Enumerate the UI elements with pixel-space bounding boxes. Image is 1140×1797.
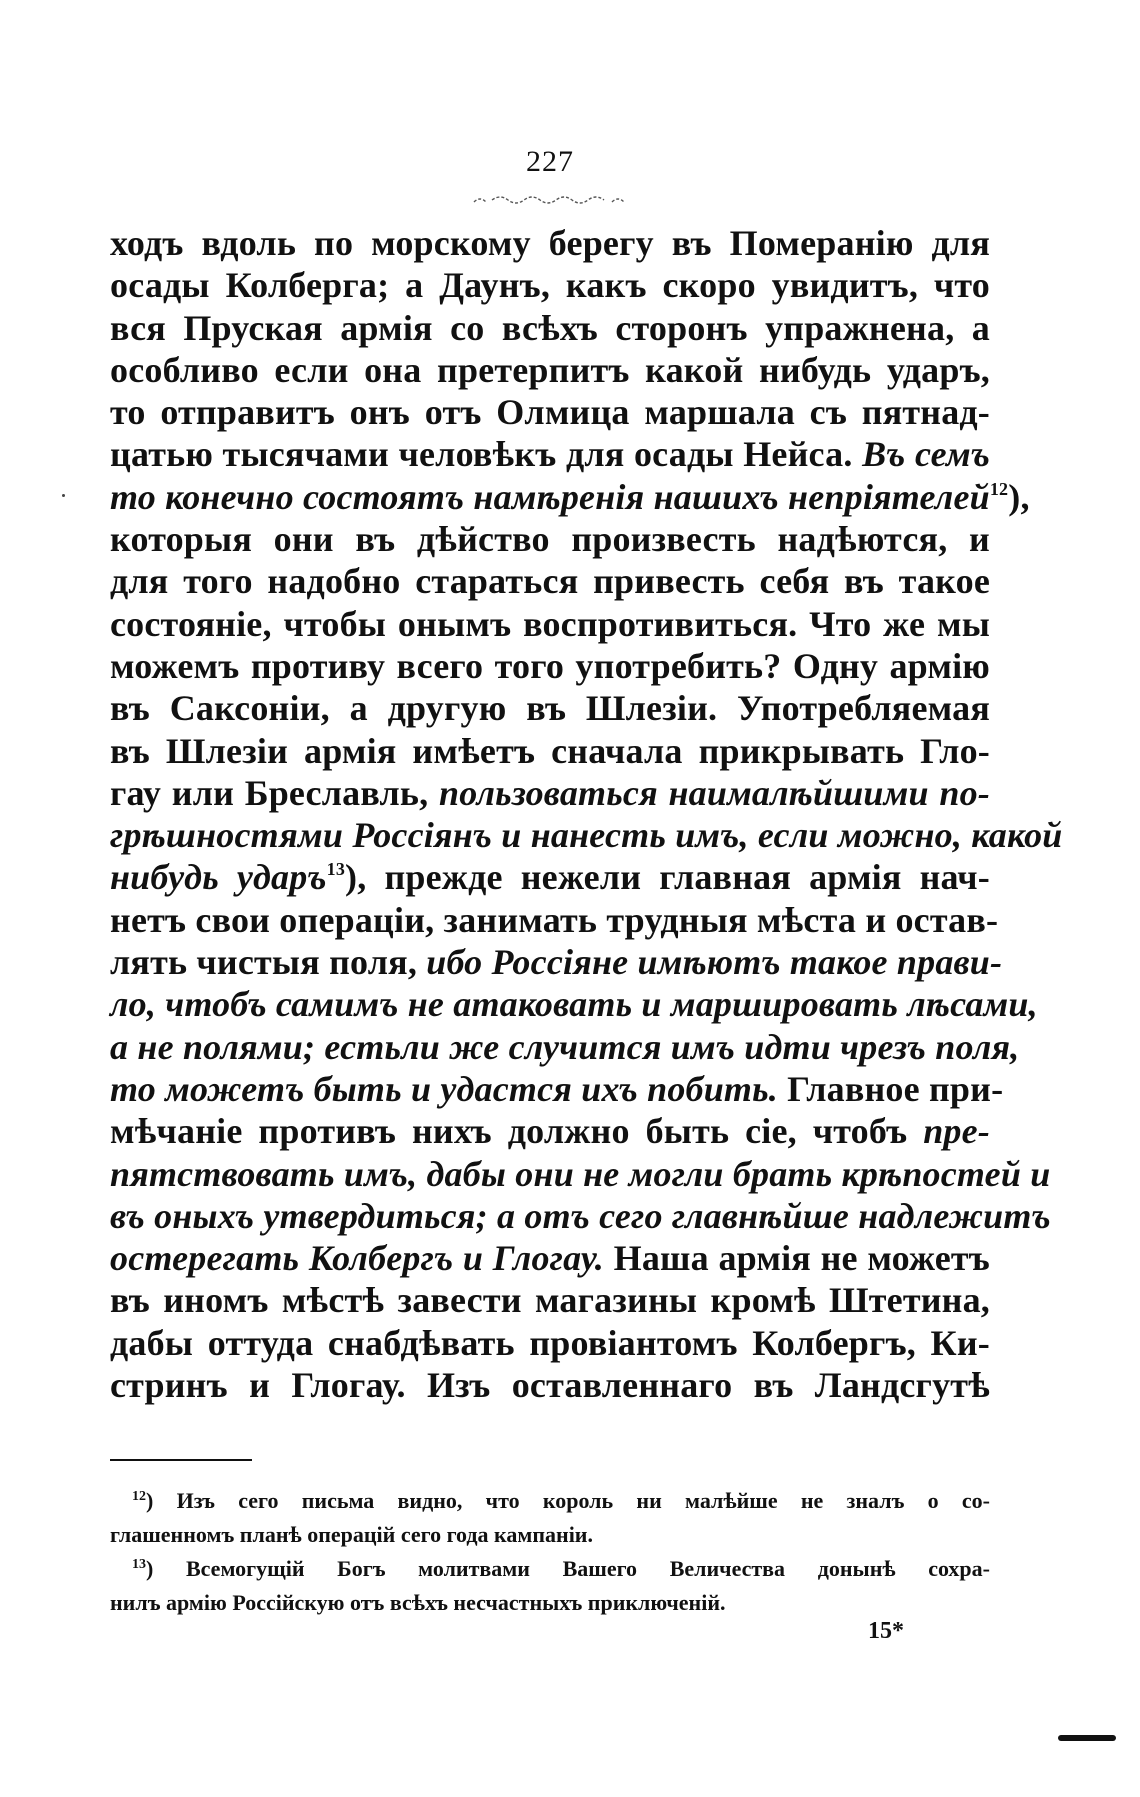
text-line	[110, 899, 999, 941]
footnote-ref: 12	[989, 478, 1009, 499]
text-run: для того надобно стараться привесть себя въ такое	[110, 561, 990, 602]
text-run: можемъ противу всего того употребить? Одну армію	[110, 645, 990, 686]
text-line	[110, 433, 990, 475]
text-line	[110, 349, 990, 391]
italic-text: пре-	[923, 1111, 990, 1152]
footnote-line	[110, 1552, 990, 1586]
footnote-number: 12	[132, 1489, 146, 1504]
text-run: Главное при-	[777, 1068, 1004, 1109]
footnote-ref: 13	[326, 859, 346, 880]
italic-text: нибудь ударъ	[110, 857, 327, 898]
italic-text: то конечно состоятъ намѣренія нашихъ непріятелей	[110, 476, 990, 517]
text-line	[110, 1322, 990, 1364]
text-run: гау или Бреславль,	[110, 772, 439, 813]
text-line	[110, 476, 1030, 518]
text-line	[110, 1195, 1051, 1237]
text-line	[110, 391, 990, 433]
text-line	[110, 560, 990, 602]
stray-ink-mark	[62, 494, 65, 497]
text-line	[110, 814, 1063, 856]
italic-text: пользоваться наималѣйшими по-	[438, 772, 990, 813]
italic-text: а не полями; естьли же случится имъ идти чрезъ поля,	[110, 1026, 1020, 1067]
text-line	[110, 1279, 990, 1321]
footnote-line	[110, 1484, 990, 1518]
page-number: 227	[526, 145, 574, 178]
text-run: ходъ вдоль по морскому берегу въ Померанію для	[110, 223, 990, 263]
text-line	[110, 856, 990, 898]
text-run: ), прежде нежели главная армія нач-	[345, 857, 990, 898]
italic-text: ло, чтобъ самимъ не атаковать и маршировать лѣсами,	[110, 984, 1038, 1025]
text-line	[110, 518, 990, 560]
text-line	[110, 222, 990, 264]
text-run: осады Колберга; а Даунъ, какъ скоро увидитъ, что	[110, 265, 990, 306]
text-line	[110, 264, 990, 306]
text-run: то отправитъ онъ отъ Олмица маршала съ пятнад-	[110, 392, 990, 433]
text-line	[110, 1364, 990, 1406]
text-line	[110, 1110, 990, 1152]
text-line	[110, 1026, 1020, 1068]
italic-text: въ оныхъ утвердиться; а отъ сего главнѣйше надлежитъ	[110, 1195, 1051, 1236]
text-line	[110, 687, 990, 729]
text-line	[110, 983, 1038, 1025]
text-line	[110, 730, 990, 772]
margin-dash	[1058, 1735, 1116, 1741]
text-line	[110, 1068, 1004, 1110]
footnote-text: нилъ армію Россійскую отъ всѣхъ несчастныхъ приключеній.	[110, 1590, 726, 1615]
text-run: которыя они въ дѣйство произвесть надѣются, и	[110, 519, 990, 560]
italic-text: ибо Россіяне имѣютъ такое прави-	[426, 942, 1003, 983]
text-run: нетъ свои операціи, занимать трудныя мѣста и остав-	[110, 899, 999, 940]
signature-mark: 15*	[868, 1618, 904, 1644]
text-run: стринъ и Глогау. Изъ оставленнаго въ Ландсгутѣ	[110, 1365, 990, 1406]
italic-text: Въ семъ	[862, 434, 990, 475]
footnote-text: ) Всемогущій Богъ молитвами Вашего Величества донынѣ сохра-	[146, 1556, 990, 1581]
footnote-number: 13	[132, 1557, 146, 1572]
text-run: особливо если она претерпитъ какой нибудь ударъ,	[110, 349, 990, 390]
text-line	[110, 1237, 990, 1279]
footnotes	[110, 1484, 990, 1620]
main-text	[110, 222, 1063, 1406]
text-run: цатью тысячами человѣкъ для осады Нейса.	[110, 434, 863, 475]
text-line	[110, 772, 990, 814]
footnote-text: глашенномъ планѣ операцій сего года кампаніи.	[110, 1522, 593, 1547]
text-line	[110, 307, 990, 349]
text-run: Наша армія не можетъ	[604, 1238, 990, 1279]
text-run: въ Шлезіи армія имѣетъ сначала прикрывать Гло-	[110, 730, 990, 771]
italic-text: остерегать Колбергъ и Глогау.	[110, 1238, 604, 1279]
italic-text: то можетъ быть и удастся ихъ побить.	[110, 1068, 778, 1109]
text-line	[110, 645, 990, 687]
text-line	[110, 1153, 1051, 1195]
text-run: вся Пруская армія со всѣхъ сторонъ упражнена, а	[110, 307, 990, 348]
italic-text: грѣшностями Россіянъ и нанесть имъ, если можно, какой	[110, 815, 1063, 856]
text-run: состояніе, чтобы онымъ воспротивиться. Что же мы	[110, 603, 990, 644]
text-run: мѣчаніе противъ нихъ должно быть сіе, чтобъ	[110, 1111, 924, 1152]
footnote-line	[110, 1518, 990, 1552]
footnote-text: ) Изъ сего письма видно, что король ни малѣйше не зналъ о со-	[146, 1488, 990, 1513]
text-line	[110, 941, 1003, 983]
footnote-line	[110, 1586, 990, 1620]
text-run: въ Саксоніи, а другую въ Шлезіи. Употребляемая	[110, 688, 990, 729]
footnote-separator	[110, 1459, 252, 1461]
header-ornament	[470, 192, 630, 206]
text-run: въ иномъ мѣстѣ завести магазины кромѣ Штетина,	[110, 1280, 990, 1321]
italic-text: пятствовать имъ, дабы они не могли брать крѣпостей и	[110, 1153, 1051, 1194]
text-run: ),	[1008, 476, 1030, 517]
text-run: лять чистыя поля,	[110, 942, 427, 983]
text-line	[110, 603, 990, 645]
text-run: дабы оттуда снабдѣвать провіантомъ Колбергъ, Ки-	[110, 1322, 990, 1363]
